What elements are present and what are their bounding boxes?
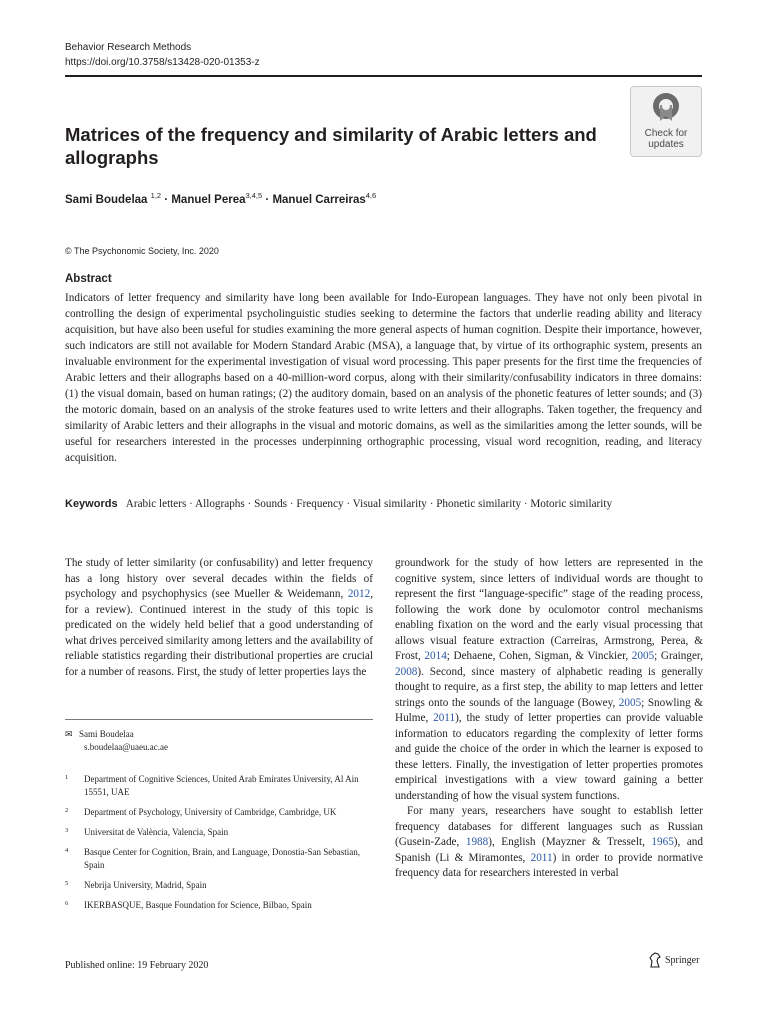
crossmark-icon: [651, 91, 681, 127]
copyright-text: The Psychonomic Society, Inc. 2020: [73, 246, 219, 256]
springer-logo[interactable]: [648, 952, 699, 968]
corresponding-author-email[interactable]: s.boudelaa@uaeu.ac.ae: [84, 742, 168, 752]
doi-link[interactable]: https://doi.org/10.3758/s13428-020-01353-z: [65, 57, 260, 68]
citation-link[interactable]: 2012: [347, 588, 371, 600]
copyright-line: [65, 246, 219, 256]
crossmark-line1: Check for: [644, 128, 688, 139]
body-paragraph: groundwork for the study of how letters are represented in the cognitive system, since letters of individual words are thought to represent the first “language-specific” stage of the reading process, following the work done by oculomotor control mechanisms enabling fixation on the word and the early visual processing that allows visual feature extraction (Carreiras, Armstrong, Perea, & Frost, 2014; Dehaene, Cohen, Sigman, & Vinckier, 2005; Grainger, 2008). Second, since mastery of alphabetic reading is generally thought to require, as a first step, the ability to map letters and letter strings onto the sounds of the language (Bowey, 2005; Snowling & Hulme, 2011), the study of letter properties can provide valuable information to educators regarding the complexity of letter forms and guide the choice of the order in which the learner is exposed to these letters. Finally, the investigation of letter properties promotes empirical investigations with a view toward gaining a better understanding of how the visual system functions.: [395, 557, 704, 802]
affiliation-item: 4 Basque Center for Cognition, Brain, and Language, Donostia-San Sebastian, Spain: [65, 847, 360, 870]
header-rule: [65, 75, 702, 77]
envelope-icon: ✉: [65, 729, 73, 739]
affiliation-item: 6 IKERBASQUE, Basque Foundation for Science, Bilbao, Spain: [65, 900, 312, 910]
author-name[interactable]: Sami Boudelaa: [65, 193, 148, 206]
citation-link[interactable]: 2008: [395, 665, 418, 678]
affiliation-list: [65, 773, 373, 919]
body-paragraph: For many years, researchers have sought to establish letter frequency databases for different languages such as Russian (Gusein-Zade, 1988), English (Mayzner & Tresselt, 1965), and Spanish (Li & Miramontes, 2011) in order to provide normative frequency data for researchers interested in verbal: [395, 805, 703, 879]
keywords-line: [65, 498, 702, 510]
corresponding-author-name: Sami Boudelaa: [79, 729, 134, 739]
springer-wordmark: Springer: [665, 954, 700, 966]
correspondence: [65, 728, 168, 754]
citation-link[interactable]: 2011: [530, 851, 553, 864]
affiliation-item: 3 Universitat de València, Valencia, Spain: [65, 827, 229, 837]
body-column-right: [395, 556, 703, 882]
body-column-left: The study of letter similarity (or confusability) and letter frequency has a long history over several decades within the fields of psychology and psychophysics (see Mueller & Weidemann, 2012, for a review). Continued interest in the study of this topic is predicated on the widely held belief that a good understanding of what drives perceived similarity among letters and the availability of reliable statistics regarding their distributional properties are crucial for a number of reasons. First, the study of letter properties lays the: [65, 557, 373, 678]
footnote-rule: [65, 719, 373, 720]
citation-link[interactable]: 2011: [433, 712, 456, 724]
citation-link[interactable]: 1988: [465, 836, 489, 848]
journal-name: Behavior Research Methods: [65, 42, 192, 53]
copyright-icon: ©: [65, 246, 72, 256]
journal-header: [65, 40, 260, 70]
author-name[interactable]: Manuel Carreiras: [272, 193, 366, 206]
author-affiliation-marks: 1,2: [150, 191, 162, 200]
affiliation-item: 1 Department of Cognitive Sciences, United Arab Emirates University, Al Ain 15551, UAE: [65, 774, 359, 797]
published-date: Published online: 19 February 2020: [65, 960, 209, 971]
affiliation-item: 2 Department of Psychology, University of Cambridge, Cambridge, UK: [65, 807, 337, 817]
affiliation-item: 5 Nebrija University, Madrid, Spain: [65, 880, 207, 890]
citation-link[interactable]: 1965: [651, 836, 674, 848]
citation-link[interactable]: 2014: [424, 650, 447, 662]
keywords-label: Keywords: [65, 498, 118, 510]
crossmark-line2: updates: [648, 139, 684, 150]
article-title: Matrices of the frequency and similarity of Arabic letters and allographs: [65, 124, 597, 168]
author-list: Sami Boudelaa $^{1,2}$ · Manuel Perea$^{3,4,5}$ · Manuel Carreiras$^{4,6}$: [65, 191, 377, 206]
author-affiliation-marks: 3,4,5: [245, 191, 263, 200]
abstract-heading: Abstract: [65, 273, 112, 285]
citation-link[interactable]: 2005: [618, 696, 642, 709]
abstract-text: Indicators of letter frequency and similarity have long been available for Indo-European languages. They have not only been pivotal in controlling the design of experimental psycholinguistic studies seeking to determine the factors that underlie reading ability and literacy acquisition, but have also been useful for studies examining the more general aspects of human cognition. Despite their importance, however, such indicators are still not available for Modern Standard Arabic (MSA), a language that, by virtue of its orthographic system, presents an invaluable environment for the experimental investigation of visual word processing. This paper presents for the first time the frequencies of Arabic letters and their allographs based on a 40-million-word corpus, along with their similarity/confusability indicators in three domains: (1) the visual domain, based on human ratings; (2) the auditory domain, based on an analysis of the phonetic features of letter sounds; and (3) the motoric domain, based on an analysis of the stroke features used to write letters and their allographs. Taken together, the frequency and similarity of Arabic letters and their allographs in the visual and motoric domains, as well as the similarities among the letter sounds, will be useful for researchers interested in the processes underpinning orthographic processing, visual word recognition, reading, and literacy acquisition.: [65, 292, 702, 464]
author-affiliation-marks: 4,6: [365, 191, 377, 200]
keywords-list: Arabic letters · Allographs · Sounds · Frequency · Visual similarity · Phonetic similarity · Motoric similarity: [125, 498, 613, 510]
citation-link[interactable]: 2005: [631, 650, 655, 662]
author-name[interactable]: Manuel Perea: [171, 193, 246, 206]
check-for-updates-badge[interactable]: [630, 86, 702, 157]
springer-horse-icon: [648, 952, 662, 968]
